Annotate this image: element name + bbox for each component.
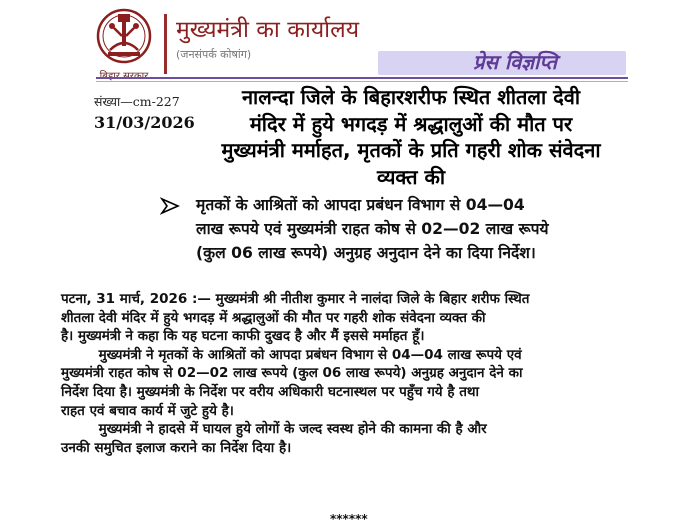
headline-line: नालन्दा जिले के बिहारशरीफ स्थित शीतला देवी [241,85,581,109]
bullet-line: लाख रूपये एवं मुख्यमंत्री राहत कोष से 02—02 लाख रूपये [196,220,549,238]
end-mark: ****** [330,512,368,526]
headline-line: व्यक्त की [376,164,446,189]
office-title: मुख्यमंत्री का कार्यालय [176,17,360,43]
release-body [61,290,639,457]
body-line: उनकी समुचित इलाज कराने का निर्देश दिया है। [61,439,292,456]
header-rule-thin [96,81,628,82]
body-line: शीतला देवी मंदिर में हुये भगदड़ में श्रद्धालुओं की मौत पर गहरी शोक संवेदना व्यक्त की [61,309,486,326]
body-line: है। मुख्यमंत्री ने कहा कि यह घटना काफी दुखद है और मैं इससे मर्माहत हूँ। [61,328,425,345]
bullet-summary [196,193,628,265]
body-line: राहत एवं बचाव कार्य में जुटे हुये है। [61,402,234,419]
body-line: मुख्यमंत्री ने हादसे में घायल हुये लोगों के जल्द स्वस्थ होने की कामना की है और [61,421,487,438]
bullet-line: मृतकों के आश्रितों को आपदा प्रबंधन विभाग से 04—04 [196,196,525,214]
press-release-label: प्रेस विज्ञप्ति [473,50,557,74]
office-subtitle: (जनसंपर्क कोषांग) [176,48,252,61]
bihar-state-emblem-icon [96,6,152,72]
body-line: मुख्यमंत्री ने मृतकों के आश्रितों को आपदा प्रबंधन विभाग से 04—04 लाख रूपये एवं [61,346,522,363]
arrow-bullet-icon [160,197,180,219]
headline-line: मंदिर में हुये भगदड़ में श्रद्धालुओं की मौत पर [249,111,573,136]
body-line: मुख्यमंत्री राहत कोष से 02—02 लाख रूपये (कुल 06 लाख रूपये) अनुग्रह अनुदान देने का [61,365,523,382]
headline-line: मुख्यमंत्री मर्माहत, मृतकों के प्रति गहरी शोक संवेदना [221,138,601,162]
release-number: संख्या—cm-227 [94,94,180,109]
body-line: पटना, 31 मार्च, 2026 :— मुख्यमंत्री श्री नीतीश कुमार ने नालंदा जिले के बिहार शरीफ स्थित [61,291,530,307]
bullet-line: (कुल 06 लाख रूपये) अनुग्रह अनुदान देने का दिया निर्देश। [196,244,536,262]
header-rule [96,77,628,79]
headline [178,84,644,190]
release-date: 31/03/2026 [94,113,195,132]
body-line: निर्देश दिया है। मुख्यमंत्री के निर्देश पर वरीय अधिकारी घटनास्थल पर पहुँच गये है तथा [61,383,480,400]
emblem-caption [92,68,156,82]
header-divider [164,14,167,74]
